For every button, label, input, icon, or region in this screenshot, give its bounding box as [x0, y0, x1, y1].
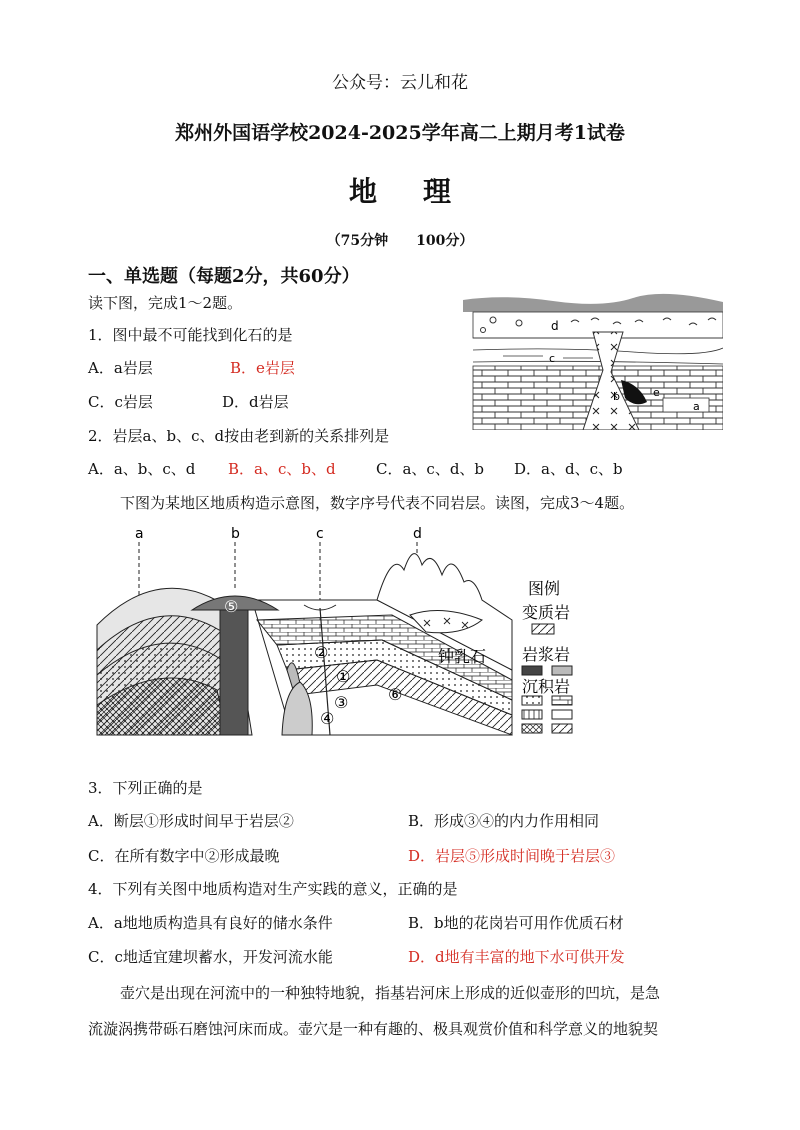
legend-igneous: 岩浆岩: [522, 645, 571, 664]
q2-option-d[interactable]: D．a、d、c、b: [514, 460, 623, 478]
label-a: a: [693, 400, 700, 413]
q2-stem: 2．岩层a、b、c、d按由老到新的关系排列是: [88, 427, 390, 445]
number-6: ⑥: [388, 685, 403, 704]
q3-stem: 3．下列正确的是: [88, 779, 203, 797]
q2-option-c[interactable]: C．a、c、d、b: [376, 460, 485, 478]
q3-option-a[interactable]: A．断层①形成时间早于岩层②: [88, 812, 294, 830]
q4-option-c[interactable]: C．c地适宜建坝蓄水，开发河流水能: [88, 948, 333, 966]
subject-title: 地理: [348, 175, 497, 208]
q3-option-d[interactable]: D．岩层⑤形成时间晚于岩层③: [408, 847, 616, 865]
exam-time: （75分钟: [326, 233, 389, 249]
q2-option-a[interactable]: A．a、b、c、d: [88, 460, 196, 478]
label-c: c: [549, 352, 556, 365]
label-e: e: [653, 386, 660, 399]
intro-q3-4: 下图为某地区地质构造示意图，数字序号代表不同岩层。读图，完成3～4题。: [120, 494, 635, 512]
number-5: ⑤: [224, 597, 239, 616]
label-d: d: [551, 319, 559, 333]
wechat-account: 公众号：云儿和花: [332, 73, 468, 93]
legend-title: 图例: [528, 579, 561, 598]
q1-option-c[interactable]: C．c岩层: [88, 393, 153, 411]
exam-title: 郑州外国语学校2024-2025学年高二上期月考1试卷: [175, 122, 625, 144]
top-label-b: b: [231, 526, 240, 542]
number-4: ④: [320, 709, 335, 728]
exam-score: 100分）: [416, 233, 474, 249]
q4-stem: 4．下列有关图中地质构造对生产实践的意义，正确的是: [88, 880, 458, 898]
top-label-d: d: [413, 526, 422, 542]
passage-line-2: 流漩涡携带砾石磨蚀河床而成。壶穴是一种有趣的、极具观赏价值和科学意义的地貌契: [88, 1020, 659, 1038]
q1-option-d[interactable]: D．d岩层: [222, 393, 289, 411]
q1-option-a[interactable]: A．a岩层: [88, 359, 153, 377]
q1-option-b[interactable]: B．e岩层: [230, 359, 295, 377]
number-1: ①: [336, 667, 351, 686]
q4-option-d[interactable]: D．d地有丰富的地下水可供开发: [408, 948, 625, 966]
number-2: ②: [314, 643, 329, 662]
top-label-a: a: [135, 526, 144, 542]
legend-metamorphic: 变质岩: [522, 603, 571, 622]
q4-option-b[interactable]: B．b地的花岗岩可用作优质石材: [408, 914, 624, 932]
q3-option-b[interactable]: B．形成③④的内力作用相同: [408, 812, 600, 830]
passage-line-1: 壶穴是出现在河流中的一种独特地貌，指基岩河床上形成的近似壶形的凹坑，是急: [120, 984, 661, 1002]
top-label-c: c: [316, 526, 324, 542]
section-heading: 一、单选题（每题2分，共60分）: [88, 266, 360, 287]
q2-option-b[interactable]: B．a、c、b、d: [228, 460, 336, 478]
number-3: ③: [334, 693, 349, 712]
q1-stem: 1．图中最不可能找到化石的是: [88, 326, 293, 344]
geologic-structure-figure: [92, 520, 612, 750]
time-score: [0, 230, 800, 250]
q4-option-a[interactable]: A．a地地质构造具有良好的储水条件: [88, 914, 333, 932]
intro-q1-2: 读下图，完成1～2题。: [88, 294, 243, 312]
label-b: b: [613, 390, 620, 403]
rock-layers-figure: [463, 292, 723, 430]
legend-sedimentary: 沉积岩: [522, 677, 571, 696]
q3-option-c[interactable]: C．在所有数字中②形成最晚: [88, 847, 280, 865]
stalactite-label: 钟乳石: [438, 647, 487, 666]
